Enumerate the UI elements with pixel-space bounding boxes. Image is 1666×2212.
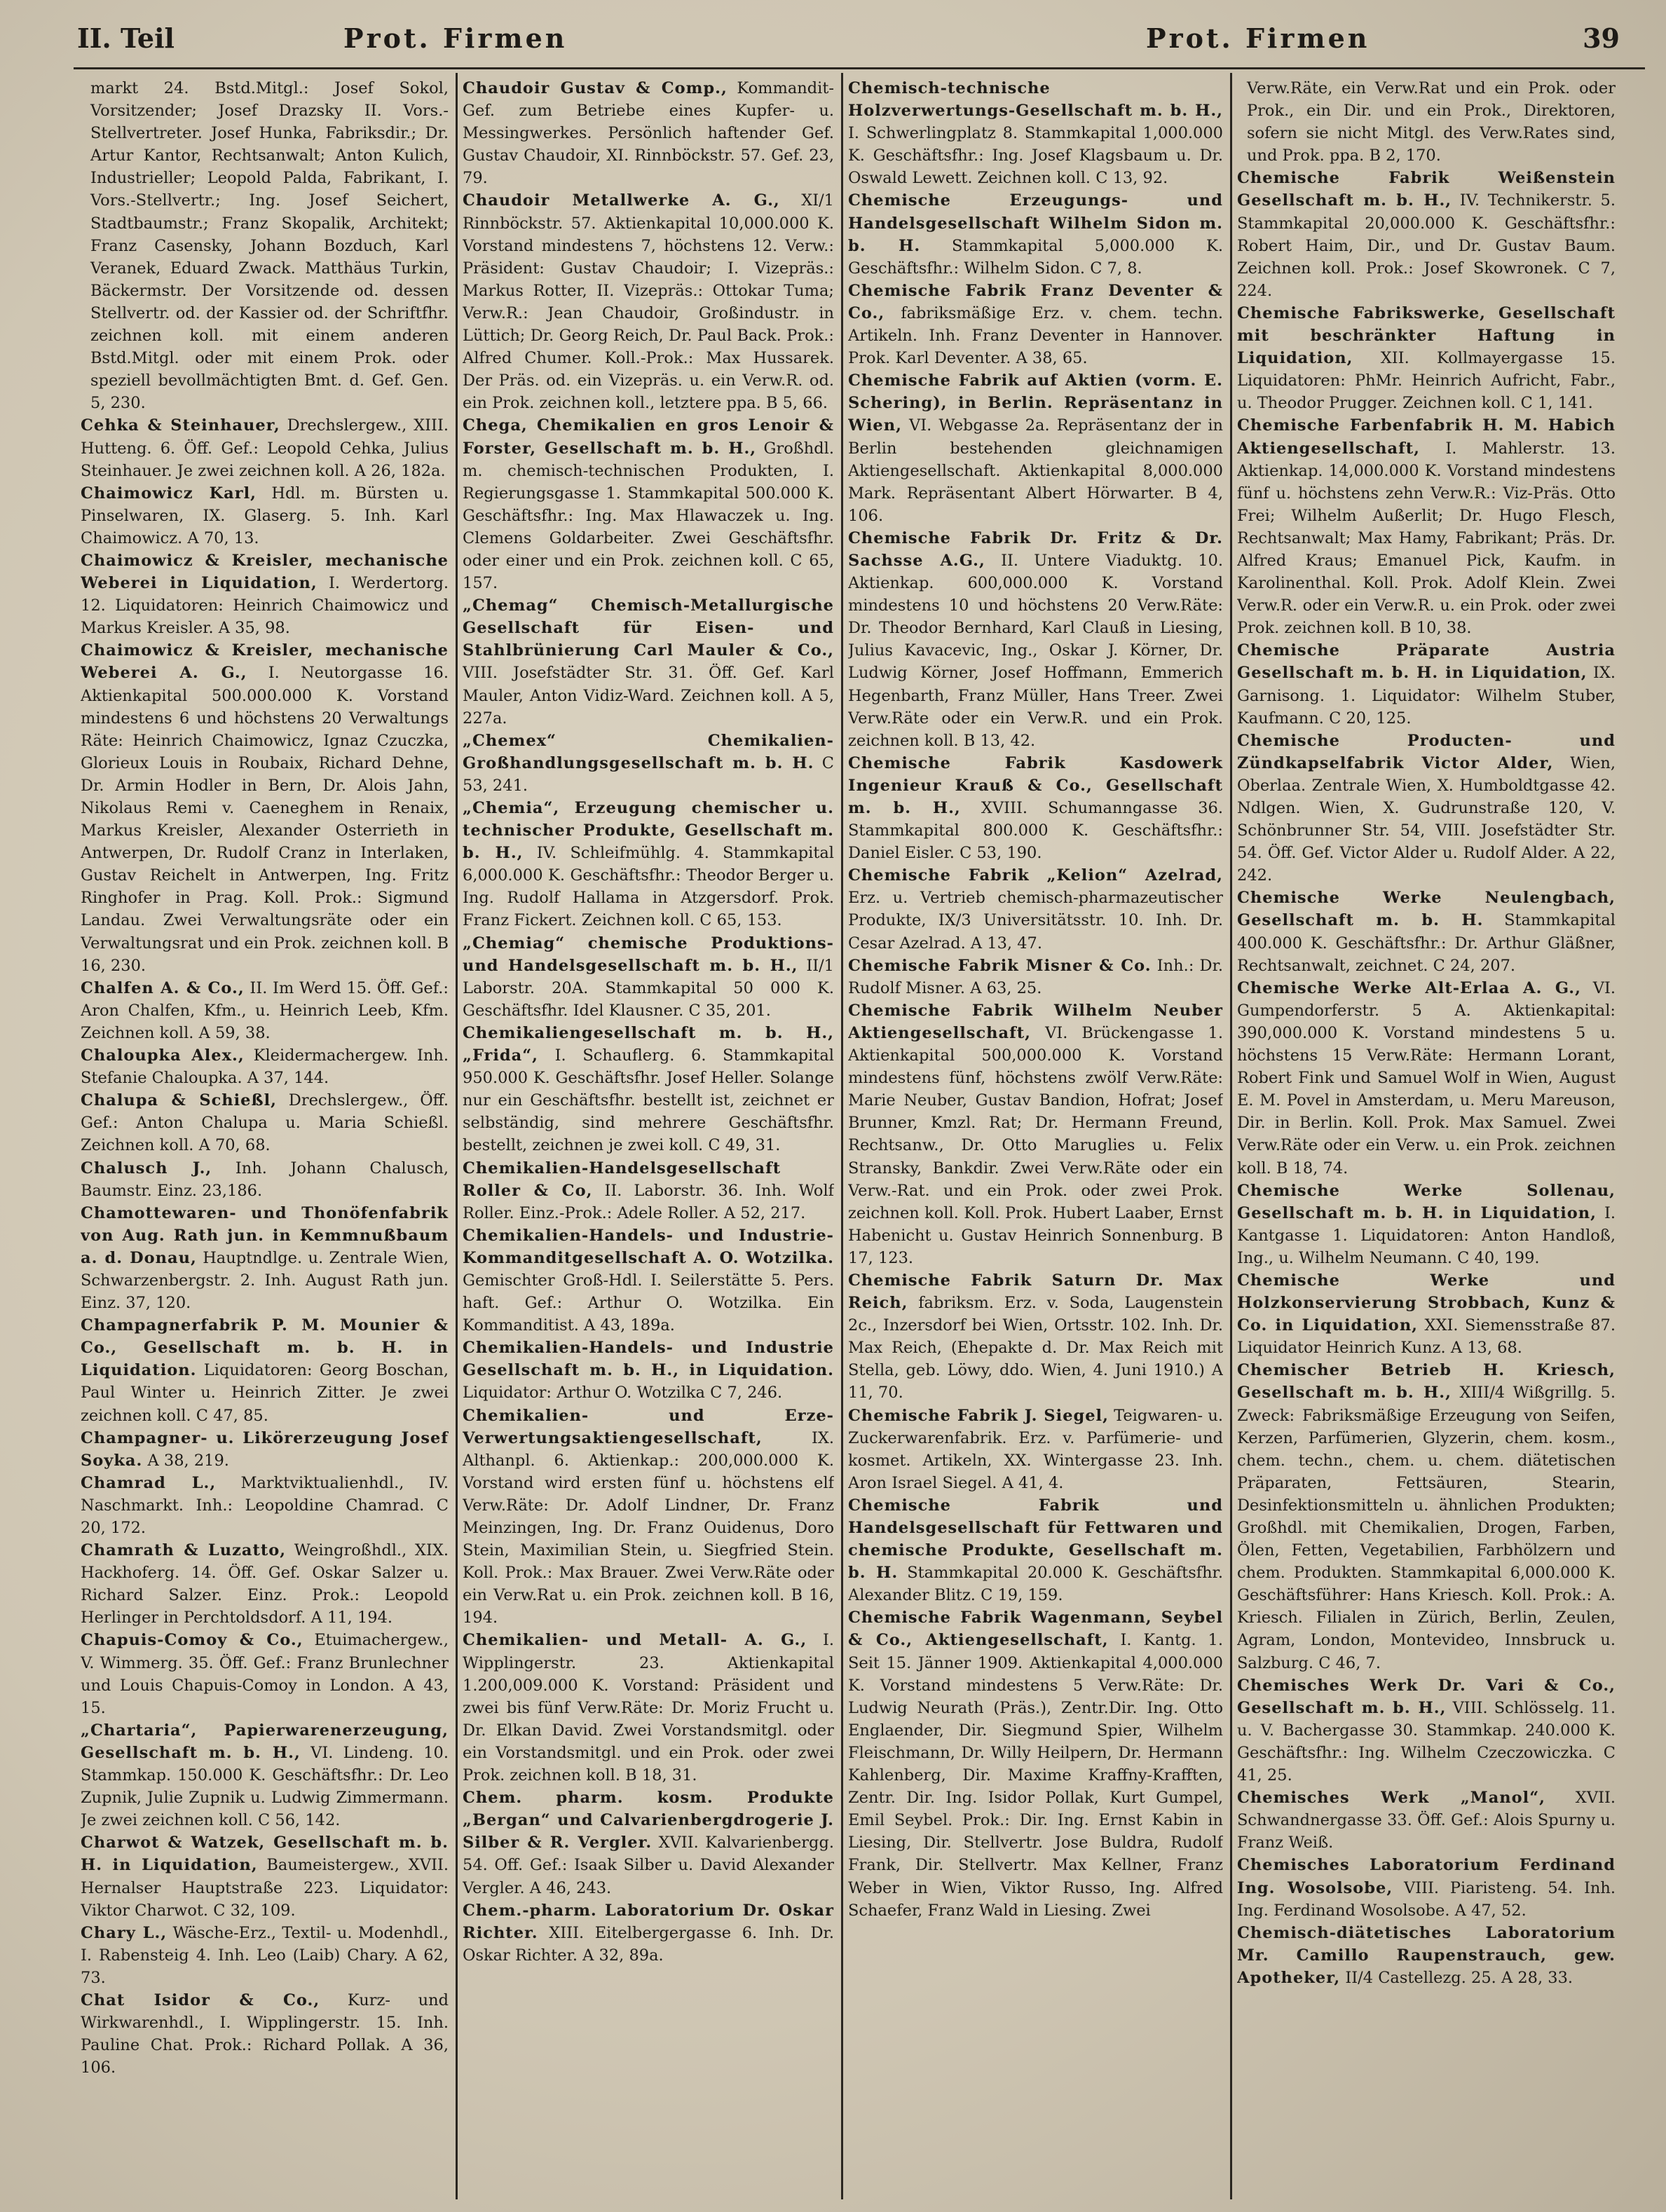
directory-entry	[848, 752, 1223, 864]
directory-entry	[81, 1202, 449, 1314]
entry-text: I. Schauflerg. 6. Stammkapital 950.000 K. Geschäftsfhr. Josef Heller. Solange nur ein Geschäftsfhr. bestellt ist, zeichnet er selbständig, sind mehrere Geschäftsfhr. bestellt, zeichnen je zwei koll. C 49, 31.	[463, 1046, 834, 1155]
directory-entry	[81, 1044, 449, 1089]
directory-entry	[463, 1224, 834, 1337]
directory-entry	[463, 414, 834, 594]
entry-text: XXI. Siemensstraße 87. Liquidator Heinrich Kunz. A 13, 68.	[1237, 1316, 1616, 1358]
entry-text: IX. Garnisong. 1. Liquidator: Wilhelm Stuber, Kaufmann. C 20, 125.	[1237, 664, 1616, 728]
column-divider	[1230, 73, 1232, 2199]
firm-name: Chaudoir Gustav & Comp.,	[463, 79, 728, 97]
firm-name: Chemische Fabrik Misner & Co.	[848, 956, 1152, 975]
directory-entry	[463, 1629, 834, 1787]
directory-entry	[1237, 1359, 1616, 1674]
directory-entry	[1237, 1787, 1616, 1854]
directory-entry	[81, 1831, 449, 1921]
firm-name: Chemikalien- und Erze-Verwertungsaktiengesellschaft,	[463, 1406, 834, 1447]
entry-text: II. Laborstr. 36. Inh. Wolf Roller. Einz.-Prok.: Adele Roller. A 52, 217.	[463, 1181, 834, 1222]
entry-text: Inh. Johann Chalusch, Baumstr. Einz. 23,186.	[81, 1159, 449, 1200]
entry-text: Wien, Oberlaa. Zentrale Wien, X. Humboldtgasse 42. Ndlgen. Wien, X. Gudrunstraße 120, V. Schönbrunner Str. 54, VIII. Josefstädter Str. 54. Öff. Gef. Victor Alder u. Rudolf Alder. A 22, 242.	[1237, 753, 1616, 885]
entry-text: Verw.Räte, ein Verw.Rat und ein Prok. oder Prok., ein Dir. und ein Prok., Direktoren, sofern sie nicht Mitgl. des Verw.Rates sind, und Prok. ppa. B 2, 170.	[1247, 79, 1616, 165]
directory-entry	[463, 189, 834, 414]
directory-entry	[848, 1269, 1223, 1405]
firm-name: Chemisch-technische Holzverwertungs-Gesellschaft m. b. H.,	[848, 79, 1223, 121]
entry-text: I. Kantgasse 1. Liquidatoren: Anton Handloß, Ing., u. Wilhelm Neumann. C 40, 199.	[1237, 1203, 1616, 1267]
entry-text: I. Mahlerstr. 13. Aktienkap. 14,000.000 K. Vorstand mindestens fünf u. höchstens zehn Verw.R.: Viz-Präs. Otto Frei; Wilhelm Außerlit; Dr. Hugo Flesch, Rechtsanwalt; Max Hamy, Fabrikant; Präs. Dr. Alfred Kraus; Emanuel Pick, Kaufm. in Karolinenthal. Koll. Prok. Adolf Klein. Zwei Verw.R. oder ein Verw.R. u. ein Prok. oder zwei Prok. zeichnen koll. B 10, 38.	[1237, 439, 1616, 638]
column-1	[81, 77, 449, 2198]
entry-text: Hauptndlge. u. Zentrale Wien, Schwarzenbergstr. 2. Inh. August Rath jun. Einz. 37, 120.	[81, 1248, 449, 1313]
firm-name: Chemische Fabrik J. Siegel,	[848, 1406, 1109, 1425]
part-label: II. Teil	[77, 22, 175, 54]
entry-text: Liquidatoren: Georg Boschan, Paul Winter u. Heinrich Zitter. Je zwei zeichnen koll. C 47, 85.	[81, 1361, 449, 1425]
entry-text: VI. Gumpendorferstr. 5 A. Aktienkapital: 390,000.000 K. Vorstand mindestens 5 u. höchstens 15 Verw.Räte: Hermann Lorant, Robert Fink und Samuel Wolf in Wien, August E. M. Povel in Amsterdam, u. Meru Mareuson, Dir. in Berlin. Koll. Prok. Max Samuel. Zwei Verw.Räte oder ein Verw. u. ein Prok. zeichnen koll. B 18, 74.	[1237, 978, 1616, 1177]
firm-name: Champagnerfabrik P. M. Mounier & Co., Gesellschaft m. b. H. in Liquidation.	[81, 1316, 449, 1380]
entry-text: Wäsche-Erz., Textil- u. Modenhdl., I. Rabensteig 4. Inh. Leo (Laib) Chary. A 62, 73.	[81, 1923, 449, 1987]
directory-entry	[463, 1337, 834, 1404]
page-number: 39	[1583, 22, 1620, 54]
firm-name: Chemisch-diätetisches Laboratorium Mr. Camillo Raupenstrauch, gew. Apotheker,	[1237, 1923, 1616, 1987]
directory-entry	[81, 77, 449, 414]
entry-text: IV. Technikerstr. 5. Stammkapital 20,000.000 K. Geschäftsfhr.: Robert Haim, Dir., und Dr. Gustav Baum. Zeichnen koll. Prok.: Josef Skowronek. C 7, 224.	[1237, 191, 1616, 300]
firm-name: Chamrad L.,	[81, 1473, 217, 1492]
directory-entry	[463, 77, 834, 189]
firm-name: Chemische Fabrikswerke, Gesellschaft mit beschränkter Haftung in Liquidation,	[1237, 303, 1616, 368]
column-2	[463, 77, 834, 2198]
firm-name: Chemikalien-Handels- und Industrie Gesellschaft m. b. H., in Liquidation.	[463, 1339, 834, 1380]
firm-name: Chemische Präparate Austria Gesellschaft m. b. H. in Liquidation,	[1237, 641, 1616, 683]
entry-text: Drechslergew., Öff. Gef.: Anton Chalupa u. Maria Schießl. Zeichnen koll. A 70, 68.	[81, 1091, 449, 1155]
entry-text: IX. Althanpl. 6. Aktienkap.: 200,000.000 K. Vorstand wird ersten fünf u. höchstens elf Verw.Räte: Dr. Adolf Lindner, Dr. Franz Meinzingen, Ing. Dr. Franz Ouidenus, Doro Stein, Maximilian Stein, u. Siegfried Stein. Koll. Prok.: Max Brauer. Zwei Verw.Räte oder ein Verw.Rat u. ein Prok. zeichnen koll. B 16, 194.	[463, 1428, 834, 1627]
firm-name: Chemische Werke Neulengbach, Gesellschaft m. b. H.	[1237, 889, 1616, 930]
directory-entry	[1237, 1922, 1616, 1989]
entry-text: XI/1 Rinnböckstr. 57. Aktienkapital 10,000.000 K. Vorstand mindestens 7, höchstens 12. Verw.: Präsident: Gustav Chaudoir; I. Vizepräs.: Markus Rotter, II. Vizepräs.: Ottokar Tuma; Verw.R.: Jean Chaudoir, Großindustr. in Lüttich; Dr. Georg Reich, Dr. Paul Back. Prok.: Alfred Chumer. Koll.-Prok.: Max Hussarek. Der Präs. od. ein Vizepräs. u. ein Verw.R. od. ein Prok. zeichnen koll., letztere ppa. B 5, 66.	[463, 191, 834, 413]
directory-entry	[81, 1922, 449, 1989]
firm-name: Chega, Chemikalien en gros Lenoir & Forster, Gesellschaft m. b. H.,	[463, 416, 834, 458]
directory-entry	[848, 369, 1223, 527]
directory-entry	[1237, 1854, 1616, 1921]
entry-text: Liquidator: Arthur O. Wotzilka C 7, 246.	[463, 1384, 783, 1402]
directory-entry	[463, 1899, 834, 1967]
entry-text: Drechslergew., XIII. Hutteng. 6. Öff. Gef.: Leopold Cehka, Julius Steinhauer. Je zwei zeichnen koll. A 26, 182a.	[81, 416, 449, 480]
directory-entry	[848, 864, 1223, 954]
directory-entry	[463, 932, 834, 1022]
entry-text: Etuimachergew., V. Wimmerg. 35. Öff. Gef.: Franz Brunlechner und Louis Chapuis-Comoy in London. A 43, 15.	[81, 1631, 449, 1717]
directory-entry	[848, 77, 1223, 189]
entry-text: Baumeistergew., XVII. Hernalser Hauptstraße 223. Liquidator: Viktor Charwot. C 32, 109.	[81, 1856, 449, 1920]
firm-name: Chemische Producten- und Zündkapselfabrik Victor Alder,	[1237, 731, 1616, 772]
entry-text: I. Schwerlingplatz 8. Stammkapital 1,000.000 K. Geschäftsfhr.: Ing. Josef Klagsbaum u. Dr. Oswald Lewett. Zeichnen koll. C 13, 92.	[848, 124, 1223, 188]
running-title-left: Prot. Firmen	[343, 22, 568, 54]
running-title-right: Prot. Firmen	[1146, 22, 1370, 54]
directory-entry	[848, 1405, 1223, 1494]
entry-text: Erz. u. Vertrieb chemisch-pharmazeutischer Produkte, IX/3 Universitätsstr. 10. Inh. Dr. Cesar Azelrad. A 13, 47.	[848, 889, 1223, 953]
directory-entry	[463, 1405, 834, 1630]
directory-entry	[81, 1314, 449, 1426]
entry-text: I. Werdertorg. 12. Liquidatoren: Heinrich Chaimowicz und Markus Kreisler. A 35, 98.	[81, 574, 449, 638]
entry-text: II. Untere Viaduktg. 10. Aktienkap. 600,000.000 K. Vorstand mindestens 10 und höchstens 20 Verw.Räte: Dr. Theodor Bernhard, Karl Clauß in Liesing, Julius Kavacevic, Ing., Oskar J. Körner, Dr. Ludwig Körner, Josef Hoffmann, Emmerich Hegenbarth, Franz Müller, Hans Treer. Zwei Verw.Räte oder ein Verw.R. und ein Prok. zeichnen koll. B 13, 42.	[848, 551, 1223, 750]
firm-name: Chaloupka Alex.,	[81, 1046, 245, 1065]
directory-entry	[463, 1157, 834, 1224]
directory-entry	[81, 1427, 449, 1472]
firm-name: „Chemiag“ chemische Produktions- und Handelsgesellschaft m. b. H.,	[463, 934, 834, 975]
directory-entry	[1237, 730, 1616, 887]
entry-text: XIII. Eitelbergergasse 6. Inh. Dr. Oskar Richter. A 32, 89a.	[463, 1923, 834, 1965]
firm-name: Chemisches Werk „Manol“,	[1237, 1789, 1545, 1808]
directory-entry	[81, 414, 449, 482]
directory-entry	[463, 1787, 834, 1899]
directory-entry	[81, 639, 449, 976]
entry-text: VIII. Piaristeng. 54. Inh. Ing. Ferdinand Wosolsobe. A 47, 52.	[1237, 1878, 1616, 1920]
firm-name: Chat Isidor & Co.,	[81, 1991, 320, 2009]
entry-text: II. Im Werd 15. Öff. Gef.: Aron Chalfen, Kfm., u. Heinrich Leeb, Kfm. Zeichnen koll. A 59, 38.	[81, 978, 449, 1042]
entry-text: Kommandit-Gef. zum Betriebe eines Kupfer- u. Messingwerkes. Persönlich haftender Gef. Gustav Chaudoir, XI. Rinnböckstr. 57. Gef. 23, 79.	[463, 79, 834, 188]
directory-entry	[463, 797, 834, 932]
directory-entry	[81, 1472, 449, 1539]
firm-name: Chalusch J.,	[81, 1159, 212, 1177]
firm-name: Champagner- u. Likörerzeugung Josef Soyka.	[81, 1428, 449, 1470]
entry-text: XIII/4 Wißgrillg. 5. Zweck: Fabriksmäßige Erzeugung von Seifen, Kerzen, Parfümerien, Glyzerin, chem. kosm., chem. techn., chem. u. chem. diätetischen Präparaten, Fettsäuren, Stearin, Desinfektionsmitteln u. ähnlichen Produkten; Großhdl. mit Chemikalien, Drogen, Farben, Ölen, Fetten, Vegetabilien, Farbhölzern und chem. Produkten. Stammkapital 6,000.000 K. Geschäftsführer: Hans Kriesch. Koll. Prok.: A. Kriesch. Filialen in Zürich, Berlin, Zeulen, Agram, London, Montevideo, Innsbruck u. Salzburg. C 46, 7.	[1237, 1384, 1616, 1672]
firm-name: Chemische Fabrik Kasdowerk Ingenieur Krauß & Co., Gesellschaft m. b. H.,	[848, 753, 1223, 817]
directory-entry	[1237, 167, 1616, 302]
directory-entry	[1237, 77, 1616, 167]
firm-name: Chemisches Werk Dr. Vari & Co., Gesellschaft m. b. H.,	[1237, 1676, 1616, 1717]
entry-text: Inh.: Dr. Rudolf Misner. A 63, 25.	[848, 956, 1223, 997]
entry-text: I. Kantg. 1. Seit 15. Jänner 1909. Aktienkapital 4,000.000 K. Vorstand mindestens 5 Verw.Räte: Dr. Ludwig Neurath (Präs.), Zentr.Dir. Ing. Otto Englaender, Dir. Siegmund Spier, Wilhelm Fleischmann, Dr. Willy Heilpern, Dr. Hermann Kahlenberg, Dir. Maxime Kraffny-Krafften, Zentr. Dir. Ing. Isidor Pollak, Kurt Gumpel, Emil Seybel. Prok.: Dir. Ing. Ernst Kabin in Liesing, Dir. Stellvertr. Jose Buldra, Rudolf Frank, Dir. Stellvertr. Max Kellner, Franz Weber in Wien, Viktor Russo, Ing. Alfred Schaefer, Franz Wald in Liesing. Zwei	[848, 1631, 1223, 1920]
entry-text: VI. Lindeng. 10. Stammkap. 150.000 K. Geschäftsfhr.: Dr. Leo Zupnik, Julie Zupnik u. Ludwig Zimmermann. Je zwei zeichnen koll. C 56, 142.	[81, 1743, 449, 1830]
directory-entry	[848, 955, 1223, 999]
firm-name: Chemikalien- und Metall- A. G.,	[463, 1631, 807, 1650]
entry-text: Teigwaren- u. Zuckerwarenfabrik. Erz. v. Parfümerie- und kosmet. Artikeln, XX. Wintergasse 23. Inh. Aron Israel Siegel. A 41, 4.	[848, 1406, 1223, 1492]
firm-name: Chalupa & Schießl,	[81, 1091, 277, 1110]
firm-name: Chemische Fabrik Weißenstein Gesellschaft m. b. H.,	[1237, 169, 1616, 210]
entry-text: A 38, 219.	[147, 1451, 229, 1470]
entry-text: Kleidermachergew. Inh. Stefanie Chaloupka. A 37, 144.	[81, 1046, 449, 1088]
firm-name: „Chemex“ Chemikalien-Großhandlungsgesellschaft m. b. H.	[463, 731, 834, 772]
page-header	[77, 20, 1624, 64]
firm-name: Chaimowicz Karl,	[81, 484, 257, 503]
entry-text: C 53, 241.	[463, 753, 834, 795]
firm-name: Chemische Fabrik Saturn Dr. Max Reich,	[848, 1271, 1223, 1313]
firm-name: Chemische Fabrik Dr. Fritz & Dr. Sachsse A.G.,	[848, 528, 1223, 570]
column-4	[1237, 77, 1616, 2198]
entry-text: XVII. Kalvarienbergg. 54. Off. Gef.: Isaak Silber u. David Alexander Vergler. A 46, 243.	[463, 1834, 834, 1897]
firm-name: Chemische Werke und Holzkonservierung Strobbach, Kunz & Co. in Liquidation,	[1237, 1271, 1616, 1335]
directory-entry	[81, 549, 449, 639]
firm-name: Chemikaliengesellschaft m. b. H., „Frida“,	[463, 1023, 834, 1065]
firm-name: Chamottewaren- und Thonöfenfabrik von Aug. Rath jun. in Kemmnußbaum a. d. Donau,	[81, 1203, 449, 1267]
entry-text: I. Wipplingerstr. 23. Aktienkapital 1.200,009.000 K. Vorstand: Präsident und zwei bis fünf Verw.Räte: Dr. Moriz Frucht u. Dr. Elkan David. Zwei Vorstandsmitgl. oder ein Vorstandsmitgl. und ein Prok. oder zwei Prok. zeichnen koll. B 18, 31.	[463, 1631, 834, 1785]
entry-text: Weingroßhdl., XIX. Hackhoferg. 14. Öff. Gef. Oskar Salzer u. Richard Salzer. Einz. Prok.: Leopold Herlinger in Perchtoldsdorf. A 11, 194.	[81, 1541, 449, 1627]
firm-name: Charwot & Watzek, Gesellschaft m. b. H. in Liquidation,	[81, 1834, 449, 1875]
entry-text: VIII. Josefstädter Str. 31. Öff. Gef. Karl Mauler, Anton Vidiz-Ward. Zeichnen koll. A 5, 227a.	[463, 664, 834, 728]
directory-entry	[1237, 302, 1616, 414]
entry-text: Stammkapital 20.000 K. Geschäftsfhr. Alexander Blitz. C 19, 159.	[848, 1564, 1223, 1605]
entry-text: Stammkapital 400.000 K. Geschäftsfhr.: Dr. Arthur Gläßner, Rechtsanwalt, zeichnet. C 24, 207.	[1237, 911, 1616, 975]
firm-name: Chemische Farbenfabrik H. M. Habich Aktiengesellschaft,	[1237, 416, 1616, 458]
firm-name: Chaimowicz & Kreisler, mechanische Weberei in Liquidation,	[81, 551, 449, 593]
directory-entry	[848, 527, 1223, 752]
directory-entry	[848, 1606, 1223, 1921]
firm-name: Chaudoir Metallwerke A. G.,	[463, 191, 780, 210]
firm-name: „Chartaria“, Papierwarenerzeugung, Gesellschaft m. b. H.,	[81, 1721, 449, 1762]
firm-name: „Chemag“ Chemisch-Metallurgische Gesellschaft für Eisen- und Stahlbrünierung Carl Mauler & Co.,	[463, 596, 834, 660]
firm-name: Chemische Fabrik und Handelsgesellschaft für Fettwaren und chemische Produkte, Gesellschaft m. b. H.	[848, 1496, 1223, 1583]
entry-text: Kurz- und Wirkwarenhdl., I. Wipplingerstr. 15. Inh. Pauline Chat. Prok.: Richard Pollak. A 36, 106.	[81, 1991, 449, 2077]
firm-name: Chalfen A. & Co.,	[81, 978, 245, 997]
firm-name: „Chemia“, Erzeugung chemischer u. technischer Produkte, Gesellschaft m. b. H.,	[463, 799, 834, 863]
directory-entry	[463, 1022, 834, 1157]
directory-entry	[848, 189, 1223, 279]
firm-name: Chapuis-Comoy & Co.,	[81, 1631, 303, 1650]
directory-entry	[1237, 639, 1616, 729]
firm-name: Chaimowicz & Kreisler, mechanische Weberei A. G.,	[81, 641, 449, 683]
entry-text: fabriksmäßige Erz. v. chem. techn. Artikeln. Inh. Franz Deventer in Hannover. Prok. Karl Deventer. A 38, 65.	[848, 303, 1223, 368]
directory-entry	[81, 1719, 449, 1831]
firm-name: Chary L.,	[81, 1923, 168, 1942]
entry-text: Gemischter Groß-Hdl. I. Seilerstätte 5. Pers. haft. Gef.: Arthur O. Wotzilka. Ein Kommanditist. A 43, 189a.	[463, 1271, 834, 1335]
firm-name: Chemische Fabrik Wagenmann, Seybel & Co., Aktiengesellschaft,	[848, 1609, 1223, 1650]
header-rule	[74, 67, 1645, 69]
column-divider	[456, 73, 458, 2199]
column-3	[848, 77, 1223, 2198]
firm-name: Cehka & Steinhauer,	[81, 416, 280, 435]
entry-text: fabriksm. Erz. v. Soda, Laugenstein 2c., Inzersdorf bei Wien, Ortsstr. 102. Inh. Dr. Max Reich, (Ehepakte d. Dr. Max Reich mit Stella, geb. Löwy, ddo. Wien, 4. Juni 1910.) A 11, 70.	[848, 1294, 1223, 1402]
directory-entry	[463, 594, 834, 730]
firm-name: Chemikalien-Handels- und Industrie-Kommanditgesellschaft A. O. Wotzilka.	[463, 1226, 834, 1267]
entry-text: Großhdl. m. chemisch-technischen Produkten, I. Regierungsgasse 1. Stammkapital 500.000 K. Geschäftsfhr.: Ing. Max Hlawaczek u. Ing. Clemens Goldarbeiter. Zwei Geschäftsfhr. oder einer und ein Prok. zeichnen koll. C 65, 157.	[463, 439, 834, 593]
column-divider	[841, 73, 843, 2199]
firm-name: Chemische Fabrik auf Aktien (vorm. E. Schering), in Berlin. Repräsentanz in Wien,	[848, 371, 1223, 435]
firm-name: Chemische Werke Alt-Erlaa A. G.,	[1237, 978, 1581, 997]
firm-name: Chem.-pharm. Laboratorium Dr. Oskar Richter.	[463, 1901, 834, 1942]
directory-entry	[1237, 1674, 1616, 1787]
entry-text: XII. Kollmayergasse 15. Liquidatoren: PhMr. Heinrich Aufricht, Fabr., u. Theodor Prugger. Zeichnen koll. C 1, 141.	[1237, 349, 1616, 413]
directory-entry	[848, 280, 1223, 369]
firm-name: Chemische Werke Sollenau, Gesellschaft m. b. H. in Liquidation,	[1237, 1181, 1616, 1222]
entry-text: XVIII. Schumanngasse 36. Stammkapital 800.000 K. Geschäftsfhr.: Daniel Eisler. C 53, 190.	[848, 799, 1223, 863]
directory-entry	[81, 1157, 449, 1202]
directory-entry	[848, 1494, 1223, 1606]
firm-name: Chemische Fabrik „Kelion“ Azelrad,	[848, 866, 1223, 885]
directory-entry	[81, 1539, 449, 1629]
directory-entry	[1237, 414, 1616, 639]
entry-text: Stammkapital 5,000.000 K. Geschäftsfhr.: Wilhelm Sidon. C 7, 8.	[848, 236, 1223, 278]
directory-entry	[81, 977, 449, 1044]
directory-entry	[1237, 977, 1616, 1180]
entry-text: markt 24. Bstd.Mitgl.: Josef Sokol, Vorsitzender; Josef Drazsky II. Vors.-Stellvertreter. Josef Hunka, Fabriksdir.; Dr. Artur Kantor, Rechtsanwalt; Anton Kulich, Industrieller; Leopold Palda, Fabrikant, I. Vors.-Stellvertr.; Ing. Josef Seichert, Stadtbaumstr.; Franz Skopalik, Architekt; Franz Casensky, Johann Bozduch, Karl Veranek, Eduard Zwack. Matthäus Turkin, Bäckermstr. Der Vorsitzende od. dessen Stellvertr. od. der Kassier od. der Schriftfhr. zeichnen koll. mit einem anderen Bstd.Mitgl. oder mit einem Prok. oder speziell bevollmächtigten Bmt. d. Gef. Gen. 5, 230.	[90, 79, 449, 413]
entry-text: VI. Brückengasse 1. Aktienkapital 500,000.000 K. Vorstand mindestens fünf, höchstens zwölf Verw.Räte: Marie Neuber, Gustav Bandion, Hofrat; Josef Brunner, Kmzl. Rat; Dr. Hermann Freund, Rechtsanw., Dr. Otto Maruglies u. Felix Stransky, Bankdir. Zwei Verw.Räte oder ein Verw.-Rat. und ein Prok. oder zwei Prok. zeichnen koll. Koll. Prok. Hubert Laaber, Ernst Habenicht u. Gustav Heinrich Sonnenburg. B 17, 123.	[848, 1023, 1223, 1267]
directory-entry	[81, 1989, 449, 2079]
firm-name: Chemische Fabrik Franz Deventer & Co.,	[848, 281, 1223, 322]
entry-text: II/4 Castellezg. 25. A 28, 33.	[1345, 1968, 1573, 1987]
firm-name: Chemische Erzeugungs- und Handelsgesellschaft Wilhelm Sidon m. b. H.	[848, 191, 1223, 255]
directory-entry	[1237, 1269, 1616, 1359]
directory-entry	[1237, 887, 1616, 976]
directory-entry	[848, 999, 1223, 1269]
firm-name: Chamrath & Luzatto,	[81, 1541, 287, 1560]
directory-entry	[1237, 1180, 1616, 1269]
entry-text: II/1 Laborstr. 20A. Stammkapital 50 000 K. Geschäftsfhr. Idel Klausner. C 35, 201.	[463, 956, 834, 1020]
directory-entry	[463, 730, 834, 797]
entry-text: I. Neutorgasse 16. Aktienkapital 500.000.000 K. Vorstand mindestens 6 und höchstens 20 Verwaltungs Räte: Heinrich Chaimowicz, Ignaz Czuczka, Glorieux Louis in Roubaix, Richard Dehne, Dr. Armin Hodler in Bern, Dr. Alois Jahn, Nikolaus Remi v. Caeneghem in Renaix, Markus Kreisler, Alexander Osterrieth in Antwerpen, Dr. Rudolf Cranz in Interlaken, Gustav Reichelt in Antwerpen, Ing. Fritz Ringhofer in Prag. Koll. Prok.: Sigmund Landau. Zwei Verwaltungsräte oder ein Verwaltungsrat und ein Prok. zeichnen koll. B 16, 230.	[81, 664, 449, 975]
entry-text: IV. Schleifmühlg. 4. Stammkapital 6,000.000 K. Geschäftsfhr.: Theodor Berger u. Ing. Rudolf Hallama in Atzgersdorf. Prok. Franz Fickert. Zeichnen koll. C 65, 153.	[463, 844, 834, 930]
directory-entry	[81, 1629, 449, 1719]
firm-name: Chemikalien-Handelsgesellschaft Roller & Co,	[463, 1159, 781, 1200]
firm-name: Chem. pharm. kosm. Produkte „Bergan“ und Calvarienbergdrogerie J. Silber & R. Vergler.	[463, 1789, 834, 1852]
directory-entry	[81, 482, 449, 549]
entry-text: XVII. Schwandnergasse 33. Öff. Gef.: Alois Spurny u. Franz Weiß.	[1237, 1789, 1616, 1852]
entry-text: VIII. Schlösselg. 11. u. V. Bachergasse 30. Stammkap. 240.000 K. Geschäftsfhr.: Ing. Wilhelm Czeczowiczka. C 41, 25.	[1237, 1698, 1616, 1785]
entry-text: VI. Webgasse 2a. Repräsentanz der in Berlin bestehenden gleichnamigen Aktiengesellschaft. Aktienkapital 8,000.000 Mark. Repräsentant Albert Hörwarter. B 4, 106.	[848, 416, 1223, 525]
firm-name: Chemische Fabrik Wilhelm Neuber Aktiengesellschaft,	[848, 1001, 1223, 1042]
firm-name: Chemisches Laboratorium Ferdinand Ing. Wosolsobe,	[1237, 1856, 1616, 1897]
directory-entry	[81, 1089, 449, 1156]
entry-text: Hdl. m. Bürsten u. Pinselwaren, IX. Glaserg. 5. Inh. Karl Chaimowicz. A 70, 13.	[81, 484, 449, 547]
entry-text: Marktviktualienhdl., IV. Naschmarkt. Inh.: Leopoldine Chamrad. C 20, 172.	[81, 1473, 449, 1537]
firm-name: Chemischer Betrieb H. Kriesch, Gesellschaft m. b. H.,	[1237, 1361, 1616, 1402]
